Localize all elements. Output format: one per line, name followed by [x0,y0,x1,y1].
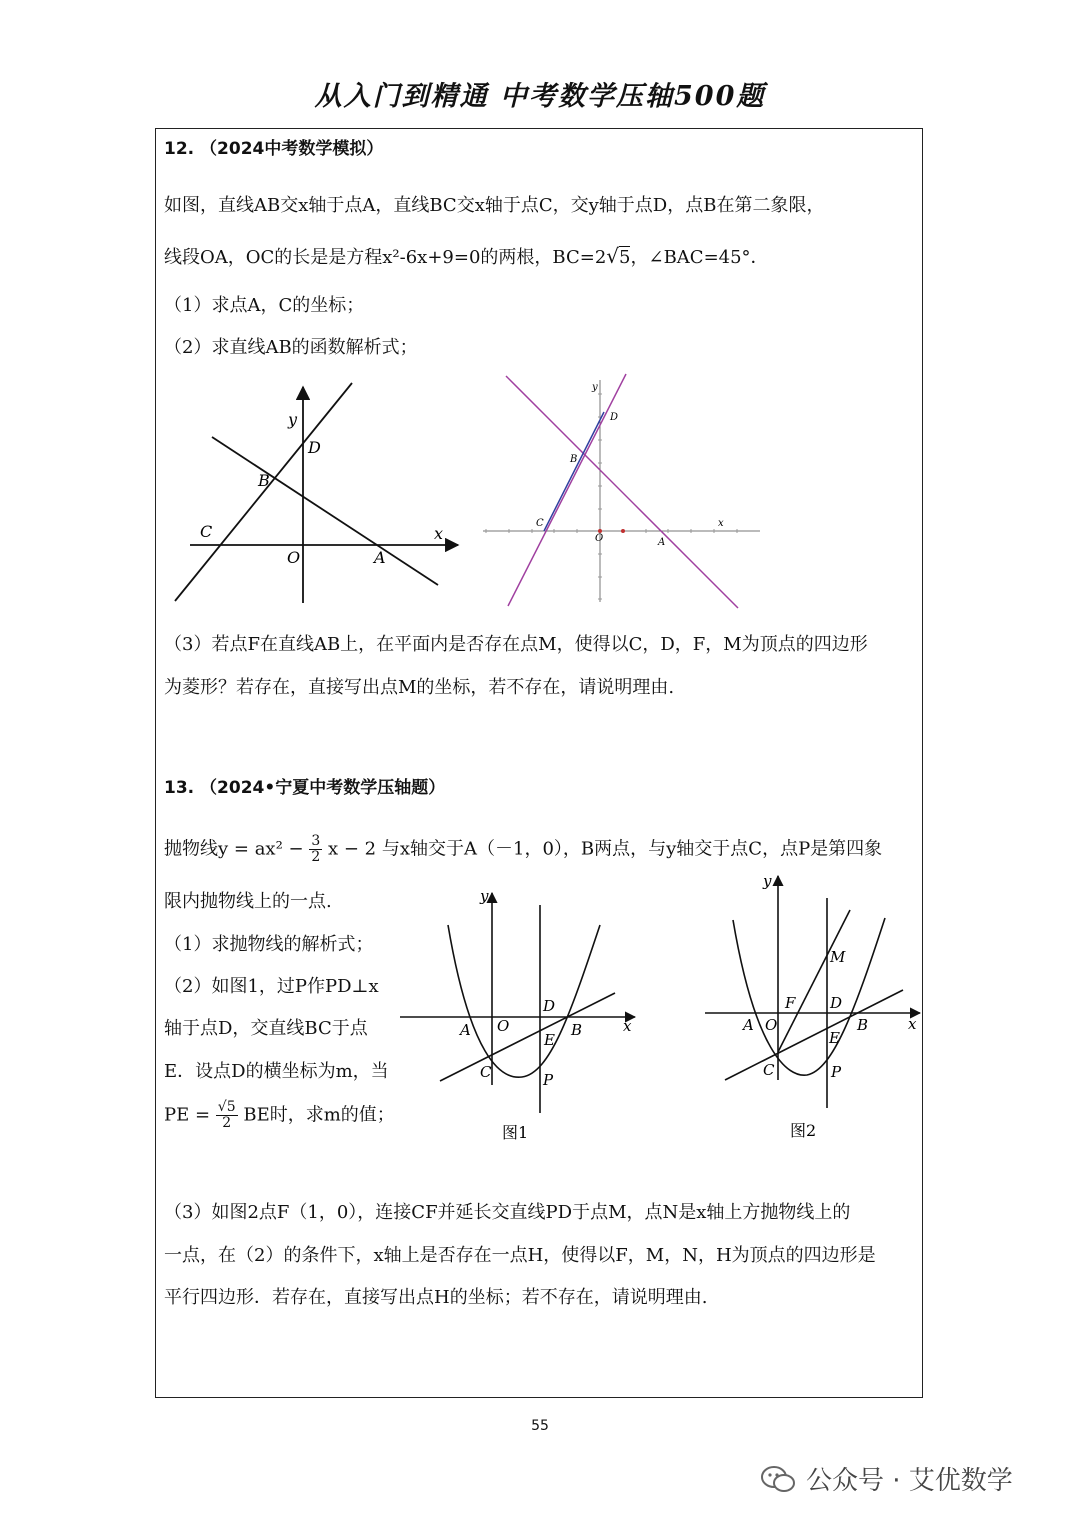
q13-part2-line4 [164,1100,395,1131]
q12-part3-line1: （3）若点F在直线AB上，在平面内是否存在点M，使得以C，D，F，M为顶点的四边形 [164,634,868,655]
fig2-label-a: A [743,1016,754,1034]
graph-label-x: x [718,518,724,529]
fig1-label-b: B [571,1021,583,1039]
q12-figure-graph [478,370,768,610]
watermark-text: 公众号 · 艾优数学 [806,1466,1013,1496]
fig1-caption: 图1 [502,1123,529,1142]
fig1-label-a: A [460,1021,471,1039]
fig2-label-m: M [830,948,846,966]
fig2-label-b: B [857,1016,869,1034]
label-o: O [287,548,301,567]
graph-label-o: O [595,533,604,544]
label-b: B [258,471,270,490]
sqrt-symbol: √ [606,244,620,268]
q13-figure-2 [705,870,930,1150]
q13-frac-num: 3 [311,833,321,849]
fig2-label-y: y [763,872,772,890]
fig2-parabola [733,918,885,1075]
q12-line2 [164,243,769,269]
q13-part2-frac-den: 2 [222,1115,232,1131]
fig2-label-f: F [785,994,796,1012]
q13-part3-line2: 一点，在（2）的条件下，x轴上是否存在一点H，使得以F，M，N，H为顶点的四边形是 [164,1245,876,1266]
fig1-label-d: D [543,997,556,1015]
q13-part2-frac-num: √5 [217,1099,236,1115]
q13-fraction [309,834,322,865]
q12-figure-schematic [170,375,470,610]
label-x: x [434,524,444,543]
fig1-label-x: x [623,1017,632,1035]
graph-label-a: A [658,537,666,548]
q13-heading: 13. （2024•宁夏中考数学压轴题） [164,778,446,798]
q12-part1: （1）求点A，C的坐标； [164,295,365,316]
q13-part2-b: BE时，求m的值； [243,1104,395,1126]
q12-part3-line2: 为菱形？若存在，直接写出点M的坐标，若不存在，请说明理由. [164,677,675,698]
fig1-label-o: O [497,1017,510,1035]
q13-line1 [164,834,882,865]
page-number: 55 [531,1418,549,1434]
line-ab [212,437,438,585]
watermark [760,1460,1013,1497]
graph-label-d: D [610,412,619,423]
fig1-label-c: C [480,1063,492,1081]
fig1-label-y: y [480,887,489,905]
q12-part2: （2）求直线AB的函数解析式； [164,337,418,358]
fig2-label-x: x [908,1015,917,1033]
graph-line-ab [506,376,738,608]
q12-line2-sqrt: 5 [619,247,631,268]
q13-part2-line3: E．设点D的横坐标为m，当 [164,1061,389,1082]
q13-frac-den: 2 [311,849,321,865]
graph-ticks [486,394,737,599]
fig2-caption: 图2 [790,1121,817,1140]
fig2-label-o: O [765,1016,778,1034]
q13-part2-line1: （2）如图1，过P作PD⊥x [164,976,379,997]
q13-part3-line1: （3）如图2点F（1，0），连接CF并延长交直线PD于点M，点N是x轴上方抛物线上的 [164,1202,851,1223]
graph-line-bc [508,374,626,606]
fig2-label-d: D [830,994,843,1012]
label-d: D [308,438,321,457]
q12-heading: 12. （2024中考数学模拟） [164,139,384,159]
fig2-label-c: C [763,1061,775,1079]
graph-label-b: B [570,454,578,465]
label-a: A [374,548,386,567]
page-header: 从入门到精通 中考数学压轴500题 [314,81,766,112]
fig2-label-e: E [829,1029,840,1047]
fig2-label-p: P [831,1063,842,1081]
q12-line1: 如图，直线AB交x轴于点A，直线BC交x轴于点C，交y轴于点D，点B在第二象限， [164,195,825,216]
q13-part2-a: PE = [164,1104,211,1126]
graph-point-dot [621,529,625,533]
q13-part3-line3: 平行四边形．若存在，直接写出点H的坐标；若不存在，请说明理由. [164,1287,708,1308]
q12-line2-b: ，∠BAC=45°． [630,247,769,268]
label-c: C [200,522,213,541]
q13-part2-line2: 轴于点D，交直线BC于点 [164,1018,368,1039]
graph-label-y: y [592,382,598,393]
fig1-label-e: E [544,1031,555,1049]
label-y: y [288,410,298,429]
fig1-label-p: P [543,1071,554,1089]
q13-part1: （1）求抛物线的解析式； [164,934,374,955]
fig1-parabola [448,925,600,1077]
graph-label-c: C [536,518,544,529]
wechat-icon [760,1464,796,1494]
graph-segment-cd [544,412,604,531]
q13-figure-1 [400,885,645,1150]
q13-line1-a: 抛物线y = ax² − [164,838,304,860]
q12-line2-a: 线段OA，OC的长是是方程x²-6x+9=0的两根，BC=2 [164,247,607,268]
q13-part2-fraction [216,1100,238,1131]
q13-line2: 限内抛物线上的一点. [164,891,332,912]
q13-line1-b: x − 2 与x轴交于A（－1，0），B两点，与y轴交于点C，点P是第四象 [328,838,883,860]
line-bc [175,383,352,601]
